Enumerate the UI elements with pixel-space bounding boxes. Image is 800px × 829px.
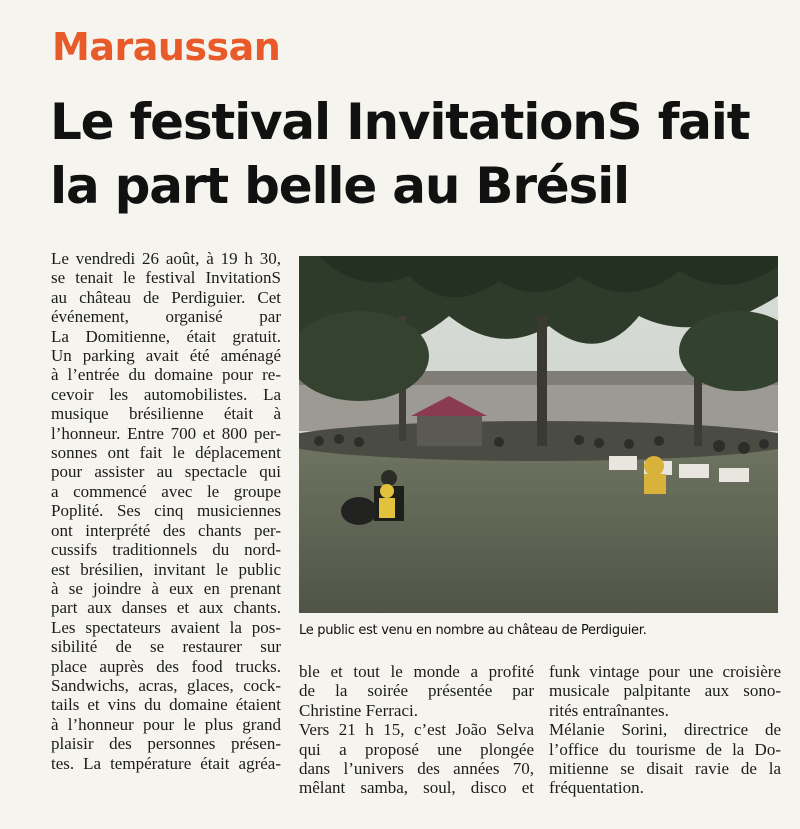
text-line: plaisir des personnes présen- [51, 734, 281, 754]
kicker: Maraussan [52, 25, 281, 69]
text-line: a commencé avec le groupe [51, 481, 281, 501]
text-line: est brésilien, invitant le public [51, 559, 281, 579]
text-line: musique brésilienne était à [51, 404, 281, 424]
text-line: tes. La température était agréa- [51, 753, 281, 773]
headline [50, 90, 770, 218]
text-line: tails et vins du domaine étaient [51, 695, 281, 715]
text-line: Poplité. Ses cinq musiciennes [51, 501, 281, 521]
text-line: cevoir les automobilistes. La [51, 384, 281, 404]
text-line: l’office du tourisme de la Do- [549, 739, 781, 759]
text-line: sibilité de se restaurer sur [51, 637, 281, 657]
text-line: Un parking avait été aménagé [51, 346, 281, 366]
text-line: sonnes ont fait le déplacement [51, 443, 281, 463]
text-line: à se joindre à eux en prenant [51, 578, 281, 598]
text-line: de la soirée présentée par [299, 681, 534, 701]
text-line: Sandwichs, acras, glaces, cock- [51, 675, 281, 695]
text-line: Christine Ferraci. [299, 700, 418, 720]
text-line: musicale palpitante aux sono- [549, 681, 781, 701]
text-line: rités entraînantes. [549, 700, 669, 720]
text-line: événement, organisé par [51, 307, 281, 327]
text-line: Mélanie Sorini, directrice de [549, 720, 781, 740]
text-line: pour assister au spectacle qui [51, 462, 281, 482]
text-line: se tenait le festival InvitationS [51, 268, 281, 288]
text-line: part aux danses et aux chants. [51, 598, 281, 618]
article-column-2 [299, 662, 534, 798]
text-line: l’honneur. Entre 700 et 800 per- [51, 423, 281, 443]
headline-line-2: la part belle au Brésil [50, 157, 629, 215]
text-line: à l’honneur pour le plus grand [51, 714, 281, 734]
text-line: funk vintage pour une croisière [549, 662, 781, 681]
text-line: mêlant samba, soul, disco et [299, 778, 534, 798]
text-line: mitienne se disait ravie de la [549, 759, 781, 779]
text-line: au château de Perdiguier. Cet [51, 287, 281, 307]
text-line: La Domitienne, était gratuit. [51, 326, 281, 346]
article-column-3 [549, 662, 781, 798]
article-column-1 [51, 249, 281, 773]
text-line: ont interprété des chants per- [51, 520, 281, 540]
text-line: cussifs traditionnels du nord- [51, 540, 281, 560]
headline-line-1: Le festival InvitationS fait [50, 93, 750, 151]
text-line: Le vendredi 26 août, à 19 h 30, [51, 249, 281, 268]
text-line: Les spectateurs avaient la pos- [51, 617, 281, 637]
photo-caption: Le public est venu en nombre au château de Perdiguier. [299, 623, 647, 638]
text-line: qui a proposé une plongée [299, 739, 534, 759]
text-line: dans l’univers des années 70, [299, 759, 534, 779]
text-line: fréquentation. [549, 778, 644, 798]
text-line: Vers 21 h 15, c’est João Selva [299, 720, 534, 740]
text-line: à l’entrée du domaine pour re- [51, 365, 281, 385]
text-line: place auprès des food trucks. [51, 656, 281, 676]
text-line: ble et tout le monde a profité [299, 662, 534, 681]
article-photo [299, 256, 778, 613]
